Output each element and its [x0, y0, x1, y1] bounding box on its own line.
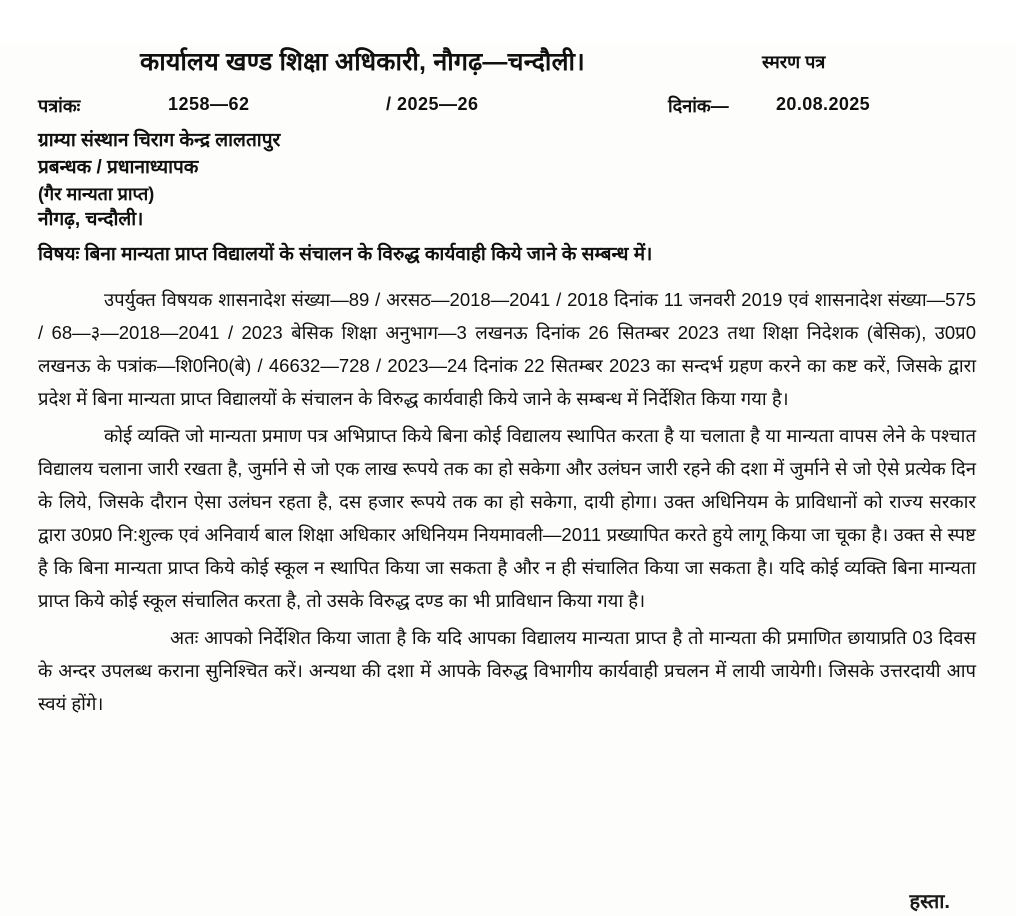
- reminder-label: स्मरण पत्र: [762, 52, 826, 72]
- addressee-line-3: (गैर मान्यता प्राप्त): [38, 183, 155, 204]
- letter-date-label: दिनांक—: [668, 96, 729, 116]
- letter-session-value: / 2025—26: [386, 94, 479, 114]
- body-paragraph-3: अतः आपको निर्देशित किया जाता है कि यदि आपका विद्यालय मान्यता प्राप्त है तो मान्यता की प्रमाणित छायाप्रति 03 दिवस के अन्दर उपलब्ध कराना सुनिश्चित करें। अन्यथा की दशा में आपके विरुद्ध विभागीय कार्यवाही प्रचलन में लायी जायेगी। जिसके उत्तरदायी आप स्वयं होंगे।: [38, 626, 976, 714]
- addressee-line-2: प्रबन्धक / प्रधानाध्यापक: [38, 156, 199, 178]
- body-paragraph-1: उपर्युक्त विषयक शासनादेश संख्या—89 / अरसठ—2018—2041 / 2018 दिनांक 11 जनवरी 2019 एवं शासनादेश संख्या—575 / 68—३—2018—2041 / 2023 बेसिक शिक्षा अनुभाग—3 लखनऊ दिनांक 26 सितम्बर 2023 तथा शिक्षा निदेशक (बेसिक), उ0प्र0 लखनऊ के पत्रांक—शि0नि0(बे) / 46632—728 / 2023—24 दिनांक 22 सितम्बर 2023 का सन्दर्भ ग्रहण करने का कष्ट करें, जिसके द्वारा प्रदेश में बिना मान्यता प्राप्त विद्यालयों के संचालन के विरुद्ध कार्यवाही किये जाने के सम्बन्ध में निर्देशित किया गया है।: [38, 289, 976, 410]
- subject-line: [0, 240, 1016, 266]
- letter-number-label: पत्रांकः: [38, 96, 81, 116]
- subject-text: बिना मान्यता प्राप्त विद्यालयों के संचालन के विरुद्ध कार्यवाही किये जाने के सम्बन्ध में।: [84, 244, 653, 266]
- document-page: [0, 44, 1016, 916]
- letter-meta-row: [0, 94, 1016, 124]
- body-paragraph-2: कोई व्यक्ति जो मान्यता प्रमाण पत्र अभिप्राप्त किये बिना कोई विद्यालय स्थापित करता है या चलाता है या मान्यता वापस लेने के पश्चात विद्यालय चलाना जारी रखता है, जुर्माने से जो एक लाख रूपये तक का हो सकेगा और उलंघन जारी रहने की दशा में जुर्माने से जो ऐसे प्रत्येक दिन के लिये, जिसके दौरान ऐसा उलंघन रहता है, दस हजार रूपये तक का हो सकेगा, दायी होगा। उक्त अधिनियम के प्राविधानों को राज्य सरकार द्वारा उ0प्र0 नि:शुल्क एवं अनिवार्य बाल शिक्षा अधिकार अधिनियम नियमावली—2011 प्रख्यापित करते हुये लागू किया जा चूका है। उक्त से स्पष्ट है कि बिना मान्यता प्राप्त किये कोई स्कूल न स्थापित किया जा सकता है और न ही संचालित किया जा सकता है। यदि कोई व्यक्ति बिना मान्यता प्राप्त किये कोई स्कूल संचालित करता है, तो उसके विरुद्ध दण्ड का भी प्राविधान किया गया है।: [38, 425, 976, 611]
- addressee-line-4: नौगढ़, चन्दौली।: [38, 209, 144, 231]
- letter-number-value: 1258—62: [168, 94, 250, 114]
- addressee-block: [0, 128, 1016, 234]
- signature-mark: हस्ता.: [909, 891, 950, 913]
- subject-label: विषयः: [38, 244, 80, 266]
- document-body: [0, 284, 1016, 720]
- letter-date-value: 20.08.2025: [776, 94, 871, 114]
- office-title: कार्यालय खण्ड शिक्षा अधिकारी, नौगढ़—चन्दौली।: [140, 48, 585, 76]
- addressee-line-1: ग्राम्या संस्थान चिराग केन्द्र लालतापुर: [38, 130, 281, 151]
- document-header: [0, 44, 1016, 88]
